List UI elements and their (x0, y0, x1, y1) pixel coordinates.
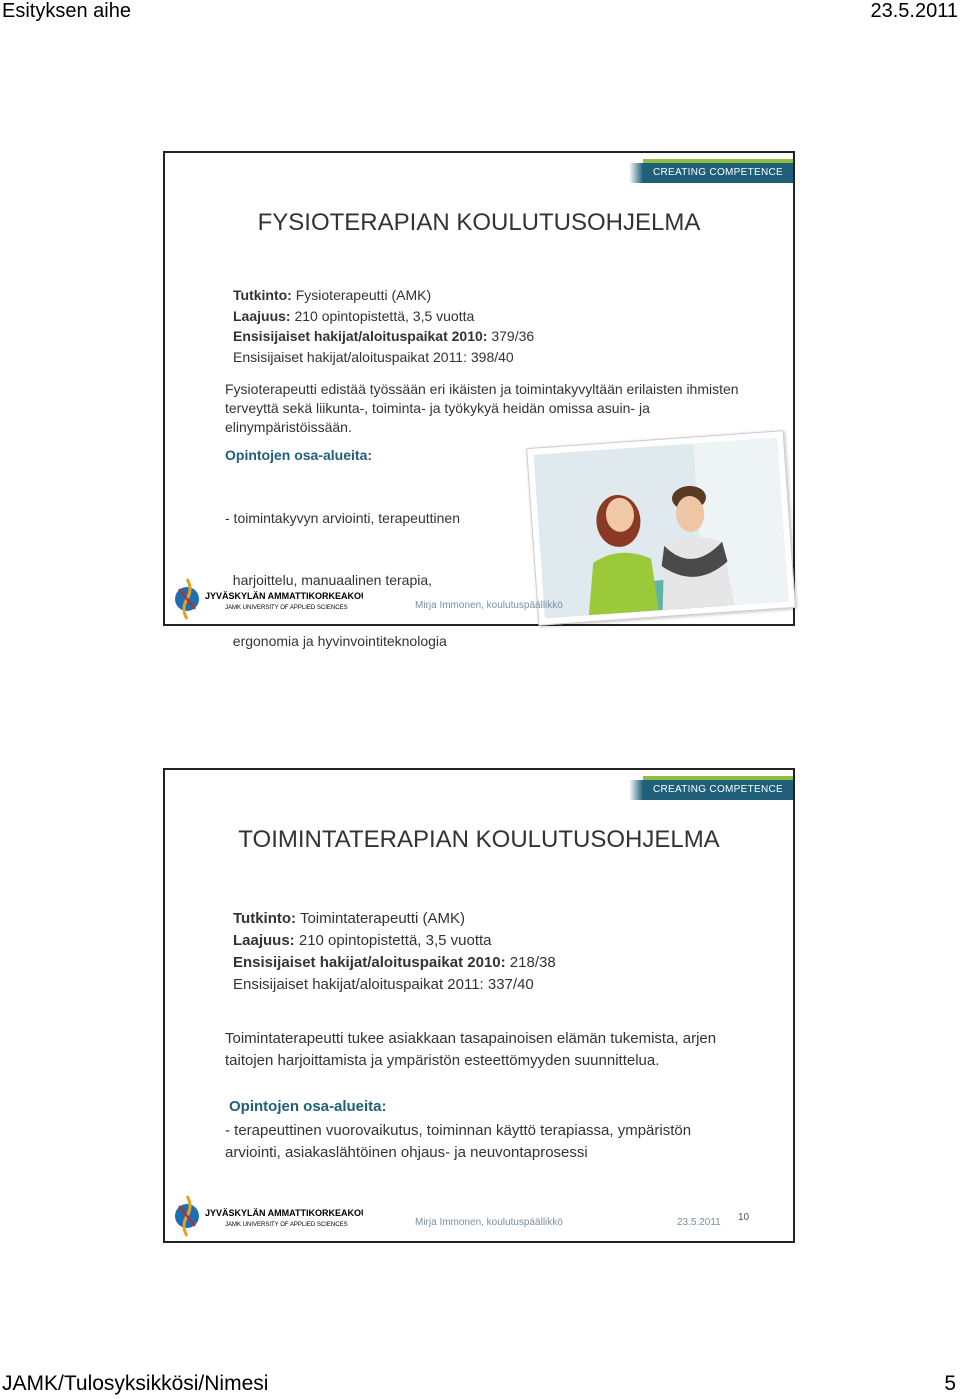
info-line: Laajuus: 210 opintopistettä, 3,5 vuotta (233, 307, 475, 324)
students-photo-image (534, 438, 789, 619)
info-line: Tutkinto: Toimintaterapeutti (AMK) (233, 910, 466, 927)
svg-text:JYVÄSKYLÄN AMMATTIKORKEAKOULU: JYVÄSKYLÄN AMMATTIKORKEAKOULU (205, 1208, 363, 1218)
info-line: Ensisijaiset hakijat/aloituspaikat 2011: 398/40 (233, 348, 514, 365)
page-header-title: Esityksen aihe (2, 0, 131, 22)
svg-text:JAMK UNIVERSITY OF APPLIED SCI: JAMK UNIVERSITY OF APPLIED SCIENCES (225, 1222, 348, 1228)
program-description: Toimintaterapeutti tukee asiakkaan tasapainoisen elämän tukemista, arjen taitojen harjoittamista ja ympäristön esteettömyyden suunnittelua. (225, 1030, 717, 1069)
jamk-logo (173, 1194, 363, 1238)
jamk-logo (173, 577, 363, 621)
page-footer-org: JAMK/Tulosyksikkösi/Nimesi (2, 1372, 269, 1395)
creating-competence-banner: CREATING COMPETENCE (643, 780, 793, 800)
program-description: Fysioterapeutti edistää työssään eri ikäisten ja toimintakyvyltään erilaisten ihmisten terveyttä sekä liikunta-, toiminta- ja työkykyä heidän omissa asuin- ja elinympäristöissään. (225, 381, 739, 435)
svg-text:JAMK UNIVERSITY OF APPLIED SCI: JAMK UNIVERSITY OF APPLIED SCIENCES (225, 605, 348, 611)
slide-title: FYSIOTERAPIAN KOULUTUSOHJELMA (257, 209, 701, 236)
areas-list: - toimintakyvyn arviointi, terapeuttinen harjoittelu, manuaalinen terapia, ergonomia ja hyvinvointiteknologia (225, 510, 460, 649)
slide-toimintaterapia (163, 768, 795, 1243)
program-info (233, 285, 534, 367)
info-line: Ensisijaiset hakijat/aloituspaikat 2011: 337/40 (233, 976, 534, 993)
info-line: Ensisijaiset hakijat/aloituspaikat 2010: 218/38 (233, 954, 556, 971)
page-number: 5 (944, 1372, 956, 1395)
footer-date: 23.5.2011 (677, 1217, 721, 1228)
slide-fysioterapia (163, 151, 795, 649)
areas-list: - terapeuttinen vuorovaikutus, toiminnan käyttö terapiassa, ympäristön arviointi, asiakaslähtöinen ohjaus- ja neuvontaprosessi (225, 1122, 692, 1161)
creating-competence-banner: CREATING COMPETENCE (643, 163, 793, 183)
footer-author: Mirja Immonen, koulutuspäällikkö (415, 1217, 563, 1228)
areas-heading: Opintojen osa-alueita: (229, 1098, 387, 1115)
slide-title: TOIMINTATERAPIAN KOULUTUSOHJELMA (238, 826, 720, 853)
slide-number: 10 (738, 1212, 750, 1223)
info-line: Ensisijaiset hakijat/aloituspaikat 2010: 379/36 (233, 328, 535, 344)
students-photo (526, 430, 796, 626)
info-line: Tutkinto: Fysioterapeutti (AMK) (233, 287, 432, 303)
page-header-date: 23.5.2011 (870, 0, 958, 22)
program-info (233, 908, 556, 996)
svg-text:JYVÄSKYLÄN AMMATTIKORKEAKOULU: JYVÄSKYLÄN AMMATTIKORKEAKOULU (205, 591, 363, 601)
info-line: Laajuus: 210 opintopistettä, 3,5 vuotta (233, 932, 492, 949)
footer-author: Mirja Immonen, koulutuspäällikkö (415, 600, 563, 611)
areas-heading: Opintojen osa-alueita: (225, 447, 373, 463)
